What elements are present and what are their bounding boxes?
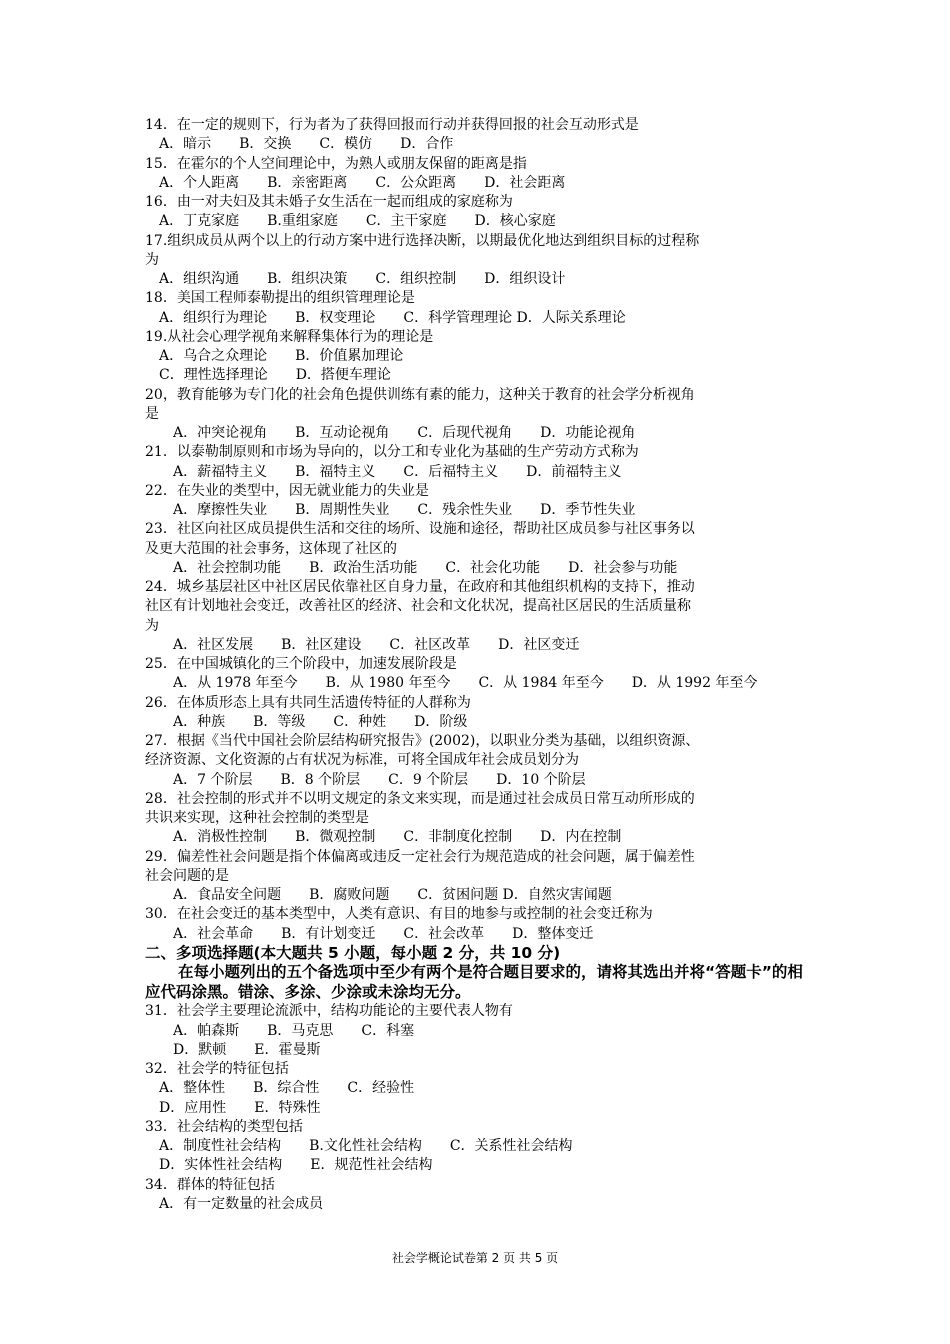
- options-line: A．薪福特主义 B．福特主义 C．后福特主义 D．前福特主义: [173, 463, 622, 480]
- question-line: 26．在体质形态上具有共同生活遗传特征的人群称为: [145, 694, 471, 711]
- exam-page-content: [145, 116, 815, 1214]
- question-line: 18．美国工程师泰勒提出的组织管理理论是: [145, 290, 415, 307]
- question-line: 24．城乡基层社区中社区居民依靠社区自身力量，在政府和其他组织机构的支持下，推动: [145, 579, 695, 595]
- question-line: 15．在霍尔的个人空间理论中，为熟人或朋友保留的距离是指: [145, 155, 527, 172]
- question-line: 30．在社会变迁的基本类型中，人类有意识、有目的地参与或控制的社会变迁称为: [145, 906, 653, 923]
- question-line: 为: [145, 251, 159, 268]
- options-line: D．默顿 E．霍曼斯: [173, 1041, 321, 1058]
- question-line: 21．以泰勒制原则和市场为导向的，以分工和专业化为基础的生产劳动方式称为: [145, 444, 639, 461]
- page-footer: 社会学概论试卷第 2 页 共 5 页: [391, 1251, 559, 1265]
- question-line: 14．在一定的规则下，行为者为了获得回报而行动并获得回报的社会互动形式是: [145, 117, 639, 133]
- question-line: 为: [145, 617, 159, 634]
- options-line: A．乌合之众理论 B．价值累加理论: [159, 348, 404, 364]
- question-line: 33．社会结构的类型包括: [145, 1118, 303, 1135]
- options-line: A．种族 B．等级 C．种姓 D．阶级: [173, 713, 468, 730]
- options-line: A．暗示 B．交换 C．模仿 D．合作: [159, 136, 454, 153]
- options-line: A．整体性 B．综合性 C．经验性: [159, 1080, 415, 1097]
- question-line: 17.组织成员从两个以上的行动方案中进行选择决断，以期最优化地达到组织目标的过程称: [145, 232, 700, 249]
- options-line: A．社会控制功能 B．政治生活功能 C．社会化功能 D．社会参与功能: [173, 559, 678, 576]
- options-line: A．组织行为理论 B．权变理论 C．科学管理理论 D．人际关系理论: [159, 309, 626, 326]
- options-line: A．食品安全问题 B．腐败问题 C．贫困问题 D．自然灾害闻题: [173, 887, 612, 903]
- options-line: A．消极性控制 B．微观控制 C．非制度化控制 D．内在控制: [173, 829, 622, 846]
- options-line: A．社区发展 B．社区建设 C．社区改革 D．社区变迁: [173, 636, 580, 653]
- question-line: 32．社会学的特征包括: [145, 1061, 289, 1078]
- options-line: A．帕森斯 B．马克思 C．科塞: [173, 1022, 415, 1039]
- options-line: A．冲突论视角 B．互动论视角 C．后现代视角 D．功能论视角: [173, 425, 636, 441]
- question-line: 是: [145, 405, 159, 422]
- question-line: 29．偏差性社会问题是指个体偏离或违反一定社会行为规范造成的社会问题，属于偏差性: [145, 848, 695, 865]
- question-line: 19.从社会心理学视角来解释集体行为的理论是: [145, 328, 434, 345]
- question-line: 20，教育能够为专门化的社会角色提供训练有素的能力，这种关于教育的社会学分析视角: [145, 386, 695, 403]
- options-line: A．从 1978 年至今 B．从 1980 年至今 C．从 1984 年至今 D．从 1992 年至今: [173, 675, 758, 692]
- question-line: 23．社区向社区成员提供生活和交往的场所、设施和途径，帮助社区成员参与社区事务以: [145, 521, 695, 538]
- question-line: 31．社会学主要理论流派中，结构功能论的主要代表人物有: [145, 1003, 513, 1020]
- options-line: A．摩擦性失业 B．周期性失业 C．残余性失业 D．季节性失业: [173, 502, 636, 518]
- question-line: 社会问题的是: [145, 867, 229, 884]
- question-line: 34．群体的特征包括: [145, 1176, 275, 1193]
- question-line: 社区有计划地社会变迁，改善社区的经济、社会和文化状况，提高社区居民的生活质量称: [145, 598, 691, 615]
- options-line: C．理性选择理论 D．搭便车理论: [159, 367, 391, 384]
- question-line: 22．在失业的类型中，因无就业能力的失业是: [145, 482, 429, 499]
- options-line: D．应用性 E．特殊性: [159, 1099, 321, 1116]
- section-heading: 二、多项选择题(本大题共 5 小题，每小题 2 分，共 10 分): [145, 943, 561, 962]
- question-line: 共识来实现，这种社会控制的类型是: [145, 810, 369, 826]
- options-line: A．组织沟通 B．组织决策 C．组织控制 D．组织设计: [159, 271, 566, 287]
- options-line: D．实体性社会结构 E．规范性社会结构: [159, 1157, 433, 1174]
- options-line: A．制度性社会结构 B.文化性社会结构 C．关系性社会结构: [159, 1138, 573, 1155]
- options-line: A．7 个阶层 B．8 个阶层 C．9 个阶层 D．10 个阶层: [173, 771, 586, 788]
- question-line: 25．在中国城镇化的三个阶段中，加速发展阶段是: [145, 656, 457, 672]
- options-line: A．丁克家庭 B.重组家庭 C．主干家庭 D．核心家庭: [159, 213, 556, 230]
- question-line: 27．根据《当代中国社会阶层结构研究报告》(2002)，以职业分类为基础，以组织资源、: [145, 733, 700, 749]
- question-line: 经济资源、文化资源的占有状况为标准，可将全国成年社会成员划分为: [145, 752, 579, 769]
- options-line: A．社会革命 B．有计划变迁 C．社会改革 D．整体变迁: [173, 925, 594, 942]
- question-line: 16．由一对夫妇及其未婚子女生活在一起而组成的家庭称为: [145, 194, 513, 210]
- options-line: A．个人距离 B．亲密距离 C．公众距离 D．社会距离: [159, 174, 566, 191]
- options-line: A．有一定数量的社会成员: [159, 1195, 324, 1212]
- question-line: 28．社会控制的形式并不以明文规定的条文来实现，而是通过社会成员日常互动所形成的: [145, 790, 695, 807]
- section-instructions: 在每小题列出的五个备选项中至少有两个是符合题目要求的，请将其选出并将“答题卡”的相应代码涂黑。错涂、多涂、少涂或未涂均无分。: [145, 963, 803, 1001]
- question-line: 及更大范围的社会事务，这体现了社区的: [145, 540, 397, 557]
